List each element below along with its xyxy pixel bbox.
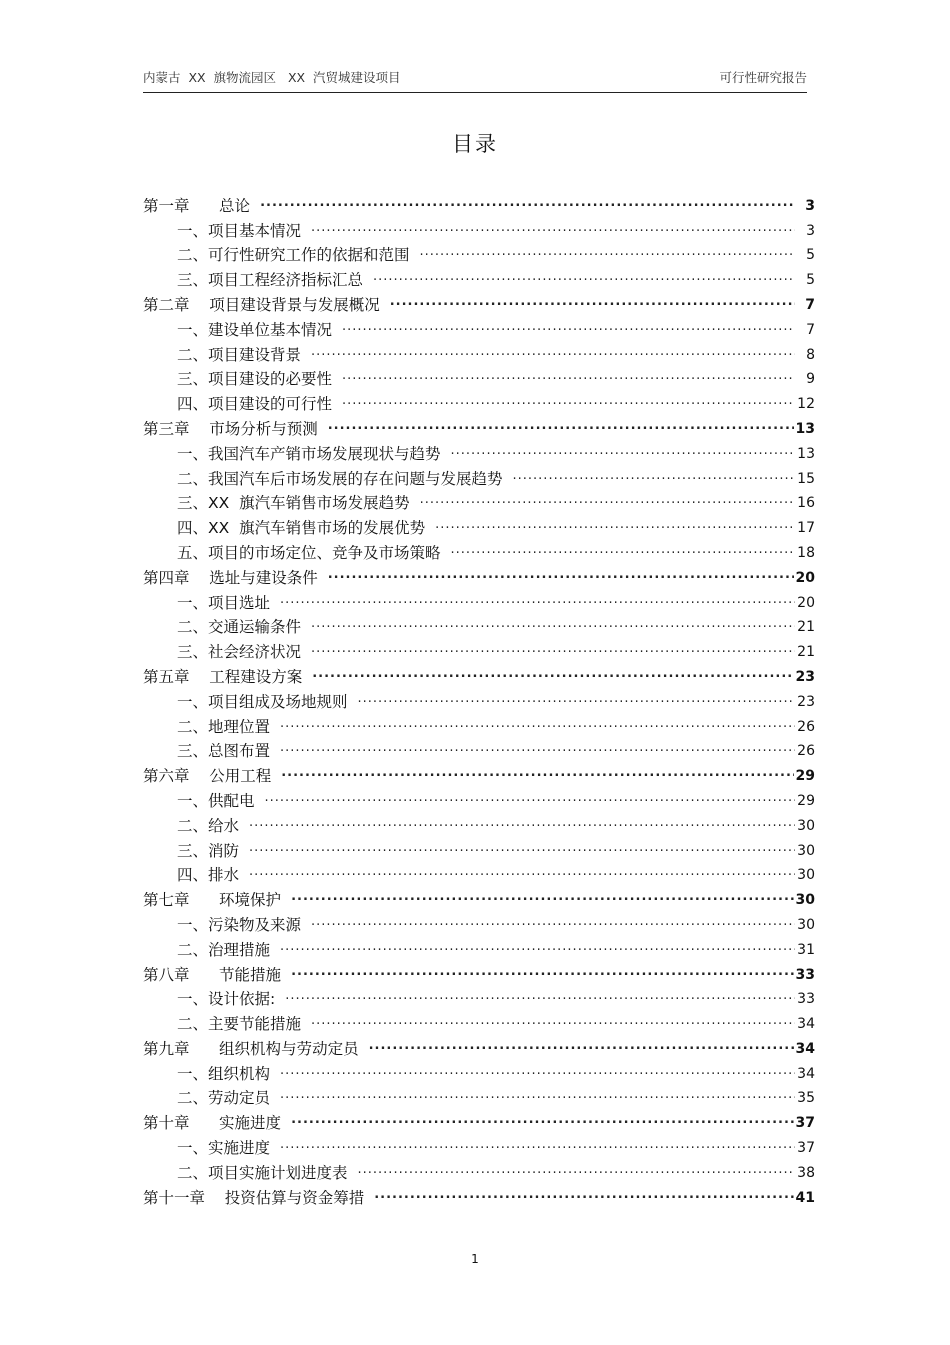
- toc-dot-leader: [249, 862, 795, 882]
- toc-entry-page: 33: [797, 991, 815, 1008]
- toc-section-entry[interactable]: [143, 513, 815, 538]
- toc-entry-page: 29: [795, 768, 815, 785]
- toc-section-entry[interactable]: [143, 637, 815, 662]
- toc-section-entry[interactable]: [143, 265, 815, 290]
- toc-entry-label: 三、项目工程经济指标汇总: [177, 271, 364, 290]
- toc-section-entry[interactable]: [143, 315, 815, 340]
- toc-chapter-entry[interactable]: [143, 563, 815, 588]
- toc-entry-label: 第二章 项目建设背景与发展概况: [143, 295, 380, 314]
- toc-dot-leader: [311, 1011, 795, 1031]
- toc-entry-label: 二、地理位置: [177, 717, 271, 736]
- toc-entry-page: 16: [797, 495, 815, 512]
- toc-entry-page: 33: [795, 966, 815, 983]
- toc-chapter-entry[interactable]: [143, 191, 815, 216]
- toc-section-entry[interactable]: [143, 365, 815, 390]
- toc-dot-leader: [249, 838, 795, 858]
- toc-entry-label: 四、项目建设的可行性: [177, 395, 333, 414]
- toc-section-entry[interactable]: [143, 538, 815, 563]
- toc-dot-leader: [280, 1135, 795, 1155]
- toc-entry-label: 二、我国汽车后市场发展的存在问题与发展趋势: [177, 469, 503, 488]
- toc-entry-label: 一、建设单位基本情况: [177, 320, 333, 339]
- toc-entry-page: 9: [806, 371, 815, 388]
- toc-entry-page: 12: [797, 396, 815, 413]
- toc-entry-label: 第三章 市场分析与预测: [143, 419, 318, 438]
- toc-section-entry[interactable]: [143, 1059, 815, 1084]
- toc-entry-page: 26: [797, 743, 815, 760]
- toc-entry-label: 一、组织机构: [177, 1064, 271, 1083]
- toc-dot-leader: [328, 565, 794, 585]
- toc-entry-page: 18: [797, 544, 815, 561]
- toc-section-entry[interactable]: [143, 1009, 815, 1034]
- toc-dot-leader: [280, 937, 795, 957]
- toc-entry-page: 38: [797, 1164, 815, 1181]
- toc-section-entry[interactable]: [143, 712, 815, 737]
- toc-entry-page: 21: [797, 619, 815, 636]
- toc-entry-label: 第七章 环境保护: [143, 891, 282, 910]
- toc-entry-page: 5: [806, 247, 815, 264]
- toc-section-entry[interactable]: [143, 985, 815, 1010]
- toc-entry-page: 30: [797, 867, 815, 884]
- header-project-title: 内蒙古 XX 旗物流园区 XX 汽贸城建设项目: [143, 70, 401, 85]
- toc-entry-label: 第十一章 投资估算与资金筹措: [143, 1188, 365, 1207]
- toc-entry-page: 30: [795, 892, 815, 909]
- toc-entry-page: 34: [797, 1065, 815, 1082]
- toc-chapter-entry[interactable]: [143, 1034, 815, 1059]
- toc-entry-label: 二、主要节能措施: [177, 1015, 302, 1034]
- toc-entry-label: 三、消防: [177, 841, 240, 860]
- toc-entry-page: 29: [797, 792, 815, 809]
- toc-dot-leader: [451, 540, 795, 560]
- toc-section-entry[interactable]: [143, 836, 815, 861]
- toc-entry-label: 三、社会经济状况: [177, 643, 302, 662]
- toc-dot-leader: [249, 813, 795, 833]
- toc-entry-page: 37: [797, 1140, 815, 1157]
- toc-entry-label: 三、XX 旗汽车销售市场发展趋势: [177, 494, 410, 513]
- toc-dot-leader: [328, 416, 794, 436]
- toc-dot-leader: [311, 614, 795, 634]
- toc-entry-page: 37: [795, 1115, 815, 1132]
- toc-dot-leader: [358, 1160, 795, 1180]
- toc-dot-leader: [280, 714, 795, 734]
- toc-entry-label: 二、劳动定员: [177, 1089, 271, 1108]
- toc-dot-leader: [342, 391, 795, 411]
- toc-section-entry[interactable]: [143, 340, 815, 365]
- toc-dot-leader: [265, 788, 795, 808]
- toc-entry-label: 一、项目选址: [177, 593, 271, 612]
- toc-dot-leader: [291, 887, 793, 907]
- toc-section-entry[interactable]: [143, 811, 815, 836]
- toc-entry-page: 35: [797, 1090, 815, 1107]
- toc-entry-page: 34: [797, 1016, 815, 1033]
- header-report-type: 可行性研究报告: [719, 70, 807, 85]
- toc-dot-leader: [311, 912, 795, 932]
- toc-entry-page: 23: [795, 668, 815, 685]
- toc-section-entry[interactable]: [143, 935, 815, 960]
- toc-entry-label: 二、治理措施: [177, 940, 271, 959]
- toc-entry-label: 二、交通运输条件: [177, 618, 302, 637]
- toc-entry-page: 3: [805, 197, 815, 214]
- toc-entry-label: 二、给水: [177, 816, 240, 835]
- toc-entry-label: 四、XX 旗汽车销售市场的发展优势: [177, 519, 426, 538]
- toc-entry-label: 第六章 公用工程: [143, 767, 272, 786]
- toc-entry-label: 一、设计依据:: [177, 990, 276, 1009]
- table-of-contents: [143, 191, 815, 1208]
- toc-section-entry[interactable]: [143, 861, 815, 886]
- toc-dot-leader: [342, 317, 795, 337]
- toc-entry-label: 第九章 组织机构与劳动定员: [143, 1039, 359, 1058]
- toc-entry-page: 8: [806, 346, 815, 363]
- toc-dot-leader: [390, 292, 795, 312]
- toc-section-entry[interactable]: [143, 737, 815, 762]
- toc-entry-label: 五、项目的市场定位、竞争及市场策略: [177, 543, 441, 562]
- toc-section-entry[interactable]: [143, 786, 815, 811]
- toc-section-entry[interactable]: [143, 389, 815, 414]
- toc-entry-label: 二、可行性研究工作的依据和范围: [177, 246, 410, 265]
- toc-dot-leader: [280, 1085, 795, 1105]
- page-number: 1: [471, 1252, 479, 1266]
- toc-entry-page: 30: [797, 916, 815, 933]
- toc-entry-label: 二、项目建设背景: [177, 345, 302, 364]
- toc-dot-leader: [281, 763, 793, 783]
- toc-dot-leader: [420, 490, 795, 510]
- toc-entry-label: 二、项目实施计划进度表: [177, 1163, 348, 1182]
- toc-title: 目录: [452, 132, 498, 156]
- toc-section-entry[interactable]: [143, 464, 815, 489]
- toc-section-entry[interactable]: [143, 489, 815, 514]
- toc-entry-label: 三、总图布置: [177, 742, 271, 761]
- toc-entry-label: 一、项目基本情况: [177, 221, 302, 240]
- toc-chapter-entry[interactable]: [143, 1183, 815, 1208]
- toc-entry-page: 5: [806, 272, 815, 289]
- toc-section-entry[interactable]: [143, 439, 815, 464]
- toc-entry-page: 20: [797, 594, 815, 611]
- toc-entry-page: 21: [797, 644, 815, 661]
- toc-entry-page: 13: [795, 420, 815, 437]
- toc-section-entry[interactable]: [143, 1158, 815, 1183]
- toc-dot-leader: [311, 218, 795, 238]
- toc-dot-leader: [342, 366, 795, 386]
- toc-entry-label: 一、实施进度: [177, 1139, 271, 1158]
- toc-dot-leader: [280, 1061, 795, 1081]
- toc-chapter-entry[interactable]: [143, 662, 815, 687]
- toc-entry-label: 三、项目建设的必要性: [177, 370, 333, 389]
- toc-entry-label: 四、排水: [177, 866, 240, 885]
- toc-entry-page: 30: [797, 842, 815, 859]
- toc-chapter-entry[interactable]: [143, 1108, 815, 1133]
- toc-section-entry[interactable]: [143, 588, 815, 613]
- toc-entry-page: 30: [797, 817, 815, 834]
- toc-dot-leader: [369, 1036, 794, 1056]
- toc-section-entry[interactable]: [143, 216, 815, 241]
- toc-entry-page: 3: [806, 222, 815, 239]
- toc-section-entry[interactable]: [143, 1133, 815, 1158]
- toc-dot-leader: [280, 590, 795, 610]
- toc-dot-leader: [312, 664, 793, 684]
- toc-entry-page: 41: [795, 1189, 815, 1206]
- toc-entry-label: 第四章 选址与建设条件: [143, 568, 318, 587]
- toc-chapter-entry[interactable]: [143, 290, 815, 315]
- toc-dot-leader: [260, 193, 795, 213]
- toc-chapter-entry[interactable]: [143, 414, 815, 439]
- toc-dot-leader: [291, 1110, 793, 1130]
- toc-entry-label: 一、供配电: [177, 791, 255, 810]
- toc-dot-leader: [291, 962, 793, 982]
- toc-section-entry[interactable]: [143, 241, 815, 266]
- toc-entry-page: 23: [797, 693, 815, 710]
- toc-section-entry[interactable]: [143, 1084, 815, 1109]
- toc-entry-label: 一、项目组成及场地规则: [177, 692, 348, 711]
- toc-entry-label: 一、我国汽车产销市场发展现状与趋势: [177, 444, 441, 463]
- toc-dot-leader: [373, 267, 795, 287]
- toc-dot-leader: [374, 1185, 793, 1205]
- toc-entry-page: 31: [797, 941, 815, 958]
- toc-entry-page: 7: [805, 296, 815, 313]
- toc-entry-page: 26: [797, 718, 815, 735]
- toc-entry-label: 第八章 节能措施: [143, 965, 282, 984]
- toc-dot-leader: [435, 515, 795, 535]
- toc-dot-leader: [311, 342, 795, 362]
- toc-section-entry[interactable]: [143, 613, 815, 638]
- toc-dot-leader: [451, 441, 795, 461]
- toc-entry-page: 13: [797, 445, 815, 462]
- toc-section-entry[interactable]: [143, 687, 815, 712]
- toc-entry-label: 第五章 工程建设方案: [143, 667, 303, 686]
- toc-section-entry[interactable]: [143, 910, 815, 935]
- toc-dot-leader: [311, 639, 795, 659]
- toc-chapter-entry[interactable]: [143, 885, 815, 910]
- toc-chapter-entry[interactable]: [143, 761, 815, 786]
- toc-chapter-entry[interactable]: [143, 960, 815, 985]
- page-header: [143, 66, 807, 93]
- toc-dot-leader: [513, 466, 795, 486]
- toc-entry-label: 第十章 实施进度: [143, 1114, 282, 1133]
- toc-dot-leader: [285, 986, 795, 1006]
- toc-dot-leader: [358, 689, 795, 709]
- toc-entry-page: 7: [806, 321, 815, 338]
- toc-entry-page: 34: [795, 1040, 815, 1057]
- toc-entry-label: 第一章 总论: [143, 196, 251, 215]
- toc-dot-leader: [280, 738, 795, 758]
- toc-dot-leader: [420, 242, 795, 262]
- toc-entry-label: 一、污染物及来源: [177, 915, 302, 934]
- toc-entry-page: 15: [797, 470, 815, 487]
- toc-entry-page: 17: [797, 520, 815, 537]
- toc-entry-page: 20: [795, 569, 815, 586]
